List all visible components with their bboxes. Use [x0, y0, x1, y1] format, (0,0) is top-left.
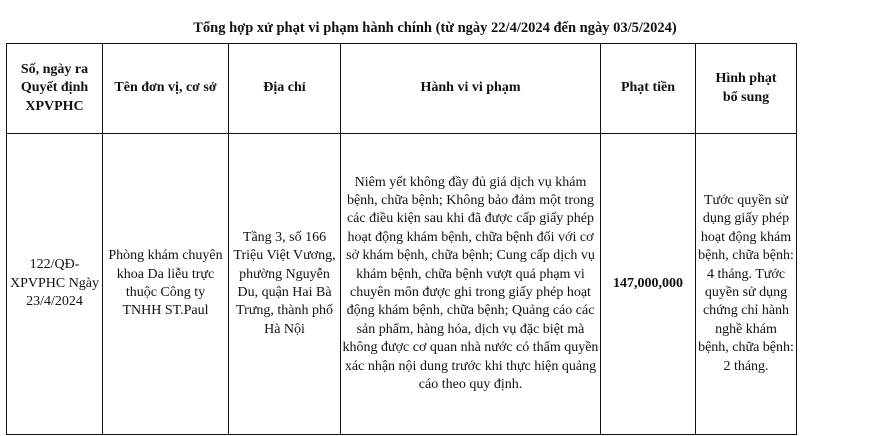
cell-additional: Tước quyền sử dụng giấy phép hoạt động khám bệnh, chữa bệnh: 4 tháng. Tước quyền sử dụng chứng chỉ hành nghề khám bệnh, chữa bệnh: 2 tháng. [696, 134, 797, 435]
cell-unit: Phòng khám chuyên khoa Da liễu trực thuộc Công ty TNHH ST.Paul [103, 134, 229, 435]
cell-fine: 147,000,000 [601, 134, 696, 435]
header-unit: Tên đơn vị, cơ sở [103, 44, 229, 134]
header-violation: Hành vi vi phạm [341, 44, 601, 134]
table-row [7, 134, 797, 435]
cell-decision: 122/QĐ-XPVPHC Ngày 23/4/2024 [7, 134, 103, 435]
penalty-table [6, 43, 797, 435]
header-fine: Phạt tiền [601, 44, 696, 134]
header-address: Địa chỉ [229, 44, 341, 134]
page-title: Tổng hợp xử phạt vi phạm hành chính (từ ngày 22/4/2024 đến ngày 03/5/2024) [193, 20, 677, 36]
header-additional: Hình phạt bổ sung [696, 44, 797, 134]
header-decision: Số, ngày ra Quyết định XPVPHC [7, 44, 103, 134]
header-row [7, 44, 797, 134]
cell-address: Tầng 3, số 166 Triệu Việt Vương, phường Nguyễn Du, quận Hai Bà Trưng, thành phố Hà Nội [229, 134, 341, 435]
cell-violation: Niêm yết không đầy đủ giá dịch vụ khám bệnh, chữa bệnh; Không bảo đảm một trong các điều kiện sau khi đã được cấp giấy phép hoạt động khám bệnh, chữa bệnh đối với cơ sở khám bệnh, chữa bệnh; Cung cấp dịch vụ khám bệnh, chữa bệnh vượt quá phạm vi chuyên môn được ghi trong giấy phép hoạt động khám bệnh, chữa bệnh; Quảng cáo các sản phẩm, hàng hóa, dịch vụ đặc biệt mà không được cơ quan nhà nước có thẩm quyền xác nhận nội dung trước khi thực hiện quảng cáo theo quy định. [341, 134, 601, 435]
